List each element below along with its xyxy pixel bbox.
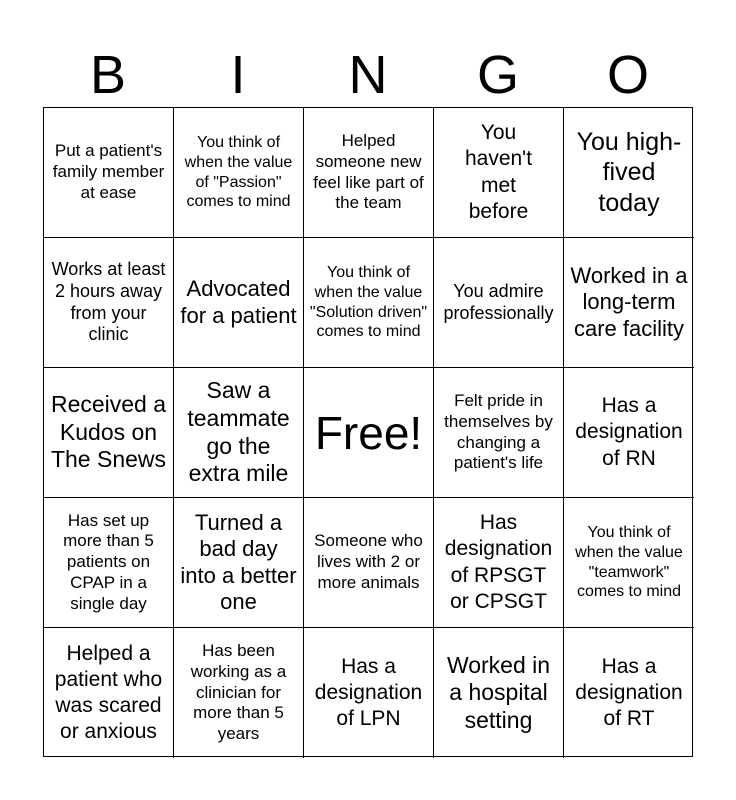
bingo-cell[interactable] xyxy=(44,368,174,498)
cell-text: Has set up more than 5 patients on CPAP in a single day xyxy=(63,510,154,613)
cell-text: You think of when the value "Solution driven" comes to mind xyxy=(309,264,428,341)
cell-text: Someone who lives with 2 or more animals xyxy=(314,531,423,592)
cell-text: Worked in a long-term care facility xyxy=(570,262,688,341)
cell-text: You admire professionally xyxy=(443,280,554,323)
bingo-cell[interactable] xyxy=(174,368,304,498)
header-letter-g: G xyxy=(476,45,519,105)
cell-text: Has designation of RPSGT or CPSGT xyxy=(444,511,553,613)
bingo-grid xyxy=(43,107,693,757)
bingo-cell[interactable] xyxy=(564,498,694,628)
cell-text: Has been working as a clinician for more than 5 years xyxy=(190,641,287,744)
bingo-cell[interactable] xyxy=(564,108,694,238)
cell-text: Received a Kudos on The Snews xyxy=(50,391,167,473)
bingo-cell[interactable] xyxy=(434,498,564,628)
header-letter-b: B xyxy=(89,45,127,105)
cell-text: Turned a bad day into a better one xyxy=(180,509,297,614)
bingo-cell[interactable] xyxy=(174,498,304,628)
cell-text: You think of when the value of "Passion" comes to mind xyxy=(184,134,293,211)
bingo-cell[interactable] xyxy=(434,368,564,498)
bingo-cell[interactable] xyxy=(304,628,434,758)
cell-text: Saw a teammate go the extra mile xyxy=(187,377,290,487)
cell-text: Felt pride in themselves by changing a patient's life xyxy=(444,391,553,473)
bingo-cell[interactable] xyxy=(434,238,564,368)
bingo-cell[interactable] xyxy=(304,238,434,368)
bingo-cell[interactable] xyxy=(304,108,434,238)
cell-text: Helped a patient who was scared or anxious xyxy=(54,641,163,744)
bingo-cell[interactable] xyxy=(564,628,694,758)
cell-text: You high-fived today xyxy=(576,127,682,217)
free-space-cell[interactable] xyxy=(304,368,434,498)
cell-text: Has a designation of RN xyxy=(575,394,683,470)
bingo-cell[interactable] xyxy=(304,498,434,628)
header-letter-o: O xyxy=(606,45,649,105)
bingo-cell[interactable] xyxy=(434,108,564,238)
bingo-cell[interactable] xyxy=(564,368,694,498)
bingo-cell[interactable] xyxy=(44,498,174,628)
header-letter-i: I xyxy=(230,45,246,105)
bingo-header xyxy=(43,42,693,108)
bingo-cell[interactable] xyxy=(564,238,694,368)
header-letter-n: N xyxy=(348,45,388,105)
bingo-cell[interactable] xyxy=(44,108,174,238)
bingo-cell[interactable] xyxy=(434,628,564,758)
bingo-cell[interactable] xyxy=(174,628,304,758)
cell-text: Has a designation of RT xyxy=(575,654,683,731)
cell-text: Works at least 2 hours away from your clinic xyxy=(51,258,166,345)
bingo-cell[interactable] xyxy=(174,238,304,368)
cell-text: You think of when the value "teamwork" comes to mind xyxy=(575,524,683,601)
bingo-cell[interactable] xyxy=(44,628,174,758)
cell-text: Has a designation of LPN xyxy=(314,654,423,731)
cell-text: You haven't met before xyxy=(464,121,533,223)
cell-text: Advocated for a patient xyxy=(180,276,297,328)
cell-text: Helped someone new feel like part of the team xyxy=(313,131,424,213)
cell-text: Worked in a hospital setting xyxy=(446,651,551,733)
bingo-cell[interactable] xyxy=(44,238,174,368)
free-space-text: Free! xyxy=(314,406,423,459)
cell-text: Put a patient's family member at ease xyxy=(52,141,165,202)
bingo-cell[interactable] xyxy=(174,108,304,238)
